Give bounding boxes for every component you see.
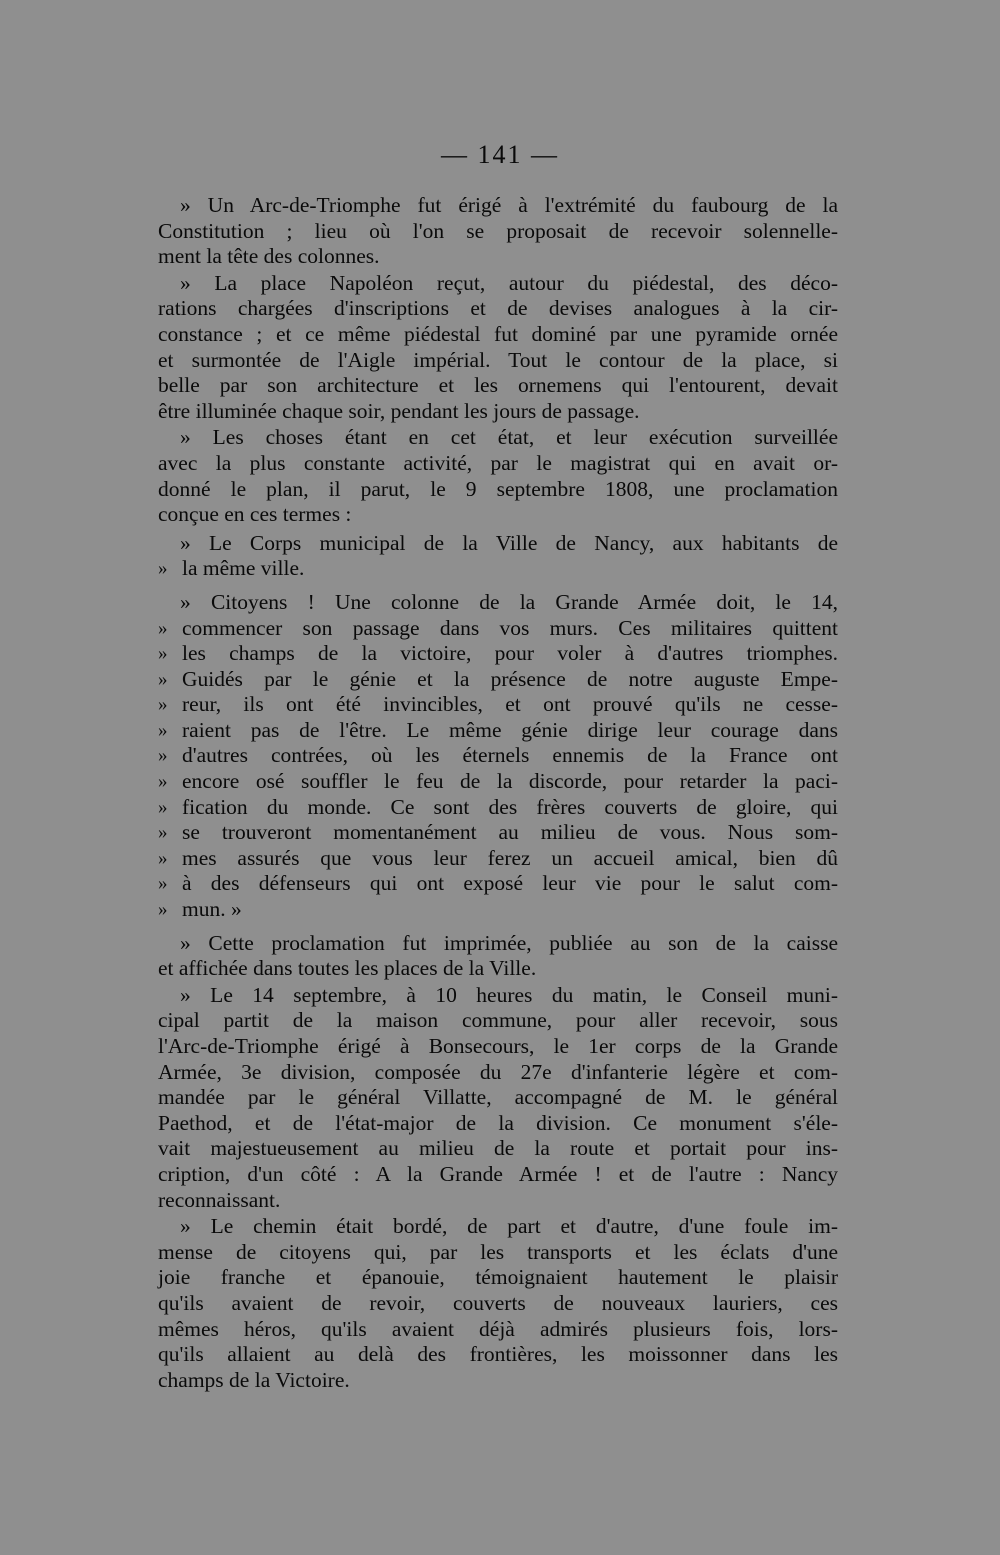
quote-line bbox=[158, 718, 838, 744]
guillemet-mark: » bbox=[158, 694, 168, 716]
quote-first-line: » Le Corps municipal de la Ville de Nancy, aux habitants de bbox=[180, 530, 838, 555]
quote-line bbox=[158, 871, 838, 897]
quote-line-text: à des défenseurs qui ont exposé leur vie pour le salut com- bbox=[182, 871, 838, 896]
text-line: Paethod, et de l'état-major de la division. Ce monument s'éle- bbox=[158, 1110, 838, 1135]
quote-line-text: reur, ils ont été invincibles, et ont prouvé qu'ils ne cesse- bbox=[182, 692, 838, 717]
quote-line-text: commencer son passage dans vos murs. Ces militaires quittent bbox=[182, 615, 838, 640]
guillemet-mark: » bbox=[158, 617, 168, 639]
body-text bbox=[158, 193, 838, 1393]
text-line: mêmes héros, qu'ils avaient déjà admirés plusieurs fois, lors- bbox=[158, 1316, 838, 1341]
quote-line bbox=[158, 641, 838, 667]
text-line: mense de citoyens qui, par les transports et les éclats d'une bbox=[158, 1239, 838, 1264]
paragraph bbox=[158, 931, 838, 982]
text-line: conçue en ces termes : bbox=[158, 502, 352, 527]
text-line: » Cette proclamation fut imprimée, publiée au son de la caisse bbox=[180, 930, 838, 955]
quote-line-text: se trouveront momentanément au milieu de vous. Nous som- bbox=[182, 820, 838, 845]
text-line: reconnaissant. bbox=[158, 1187, 281, 1212]
guillemet-mark: » bbox=[158, 822, 168, 844]
quote-line-text: fication du monde. Ce sont des frères couverts de gloire, qui bbox=[182, 794, 838, 819]
guillemet-mark: » bbox=[158, 719, 168, 741]
paragraph bbox=[158, 193, 838, 270]
guillemet-mark: » bbox=[158, 558, 168, 580]
quote-line-text: raient pas de l'être. Le même génie dirige leur courage dans bbox=[182, 717, 838, 742]
paragraph bbox=[158, 1214, 838, 1393]
quote-line bbox=[158, 846, 838, 872]
text-line: et surmontée de l'Aigle impérial. Tout le contour de la place, si bbox=[158, 347, 838, 372]
quote-line-text: Guidés par le génie et la présence de notre auguste Empe- bbox=[182, 666, 838, 691]
quote-line bbox=[158, 897, 838, 923]
text-block-narrative bbox=[158, 931, 838, 1394]
text-line: être illuminée chaque soir, pendant les jours de passage. bbox=[158, 398, 640, 423]
guillemet-mark: » bbox=[158, 847, 168, 869]
quote-line-text: mes assurés que vous leur ferez un accueil amical, bien dû bbox=[182, 845, 838, 870]
text-line: et affichée dans toutes les places de la Ville. bbox=[158, 956, 537, 981]
quote-line-text: mun. » bbox=[182, 897, 242, 922]
text-line: rations chargées d'inscriptions et de devises analogues à la cir- bbox=[158, 296, 838, 321]
text-line: » Le chemin était bordé, de part et d'autre, d'une foule im- bbox=[180, 1214, 838, 1239]
paragraph bbox=[158, 983, 838, 1213]
text-line: » Le 14 septembre, à 10 heures du matin, le Conseil muni- bbox=[180, 982, 838, 1007]
quote-line bbox=[158, 616, 838, 642]
text-line: cription, d'un côté : A la Grande Armée ! et de l'autre : Nancy bbox=[158, 1161, 838, 1186]
quote-line bbox=[158, 795, 838, 821]
quote-line bbox=[158, 820, 838, 846]
quote-line-text: les champs de la victoire, pour voler à d'autres triomphes. bbox=[182, 641, 838, 666]
text-line: mandée par le général Villatte, accompagné de M. le général bbox=[158, 1085, 838, 1110]
text-line: cipal partit de la maison commune, pour aller recevoir, sous bbox=[158, 1008, 838, 1033]
text-line: donné le plan, il parut, le 9 septembre 1808, une proclamation bbox=[158, 476, 838, 501]
text-line: » Un Arc-de-Triomphe fut érigé à l'extrémité du faubourg de la bbox=[180, 193, 838, 217]
text-line: constance ; et ce même piédestal fut dominé par une pyramide ornée bbox=[158, 321, 838, 346]
guillemet-mark: » bbox=[158, 745, 168, 767]
text-block-intro bbox=[158, 193, 838, 528]
text-line: champs de la Victoire. bbox=[158, 1367, 350, 1392]
guillemet-mark: » bbox=[158, 899, 168, 921]
text-line: » Les choses étant en cet état, et leur exécution surveillée bbox=[180, 425, 838, 450]
quote-line bbox=[158, 692, 838, 718]
text-line: Constitution ; lieu où l'on se proposait de recevoir solennelle- bbox=[158, 218, 838, 243]
guillemet-mark: » bbox=[158, 796, 168, 818]
text-line: qu'ils avaient de revoir, couverts de nouveaux lauriers, ces bbox=[158, 1290, 838, 1315]
quote-line bbox=[158, 743, 838, 769]
proclamation-heading bbox=[158, 531, 838, 582]
page-number: — 141 — bbox=[441, 140, 559, 169]
paragraph bbox=[158, 425, 838, 527]
text-line: avec la plus constante activité, par le magistrat qui en avait or- bbox=[158, 450, 838, 475]
quote-line bbox=[158, 556, 838, 582]
text-line: belle par son architecture et les ornemens qui l'entourent, devait bbox=[158, 373, 838, 398]
text-line: ment la tête des colonnes. bbox=[158, 244, 380, 269]
quote-line-text: la même ville. bbox=[182, 556, 305, 581]
quote-first-line: » Citoyens ! Une colonne de la Grande Armée doit, le 14, bbox=[180, 589, 838, 614]
text-line: vait majestueusement au milieu de la route et portait pour ins- bbox=[158, 1136, 838, 1161]
quote-line-text: d'autres contrées, où les éternels ennemis de la France ont bbox=[182, 743, 838, 768]
text-line: Armée, 3e division, composée du 27e d'infanterie légère et com- bbox=[158, 1059, 838, 1084]
guillemet-mark: » bbox=[158, 873, 168, 895]
guillemet-mark: » bbox=[158, 668, 168, 690]
guillemet-mark: » bbox=[158, 771, 168, 793]
text-line: joie franche et épanouie, témoignaient hautement le plaisir bbox=[158, 1265, 838, 1290]
text-line: l'Arc-de-Triomphe érigé à Bonsecours, le 1er corps de la Grande bbox=[158, 1034, 838, 1058]
quote-line bbox=[158, 769, 838, 795]
quote-line-text: encore osé souffler le feu de la discorde, pour retarder la paci- bbox=[182, 769, 838, 794]
proclamation-text bbox=[158, 590, 838, 923]
guillemet-mark: » bbox=[158, 643, 168, 665]
paragraph bbox=[158, 271, 838, 425]
text-line: » La place Napoléon reçut, autour du piédestal, des déco- bbox=[180, 270, 838, 295]
text-line: qu'ils allaient au delà des frontières, les moissonner dans les bbox=[158, 1342, 838, 1367]
quote-line bbox=[158, 667, 838, 693]
